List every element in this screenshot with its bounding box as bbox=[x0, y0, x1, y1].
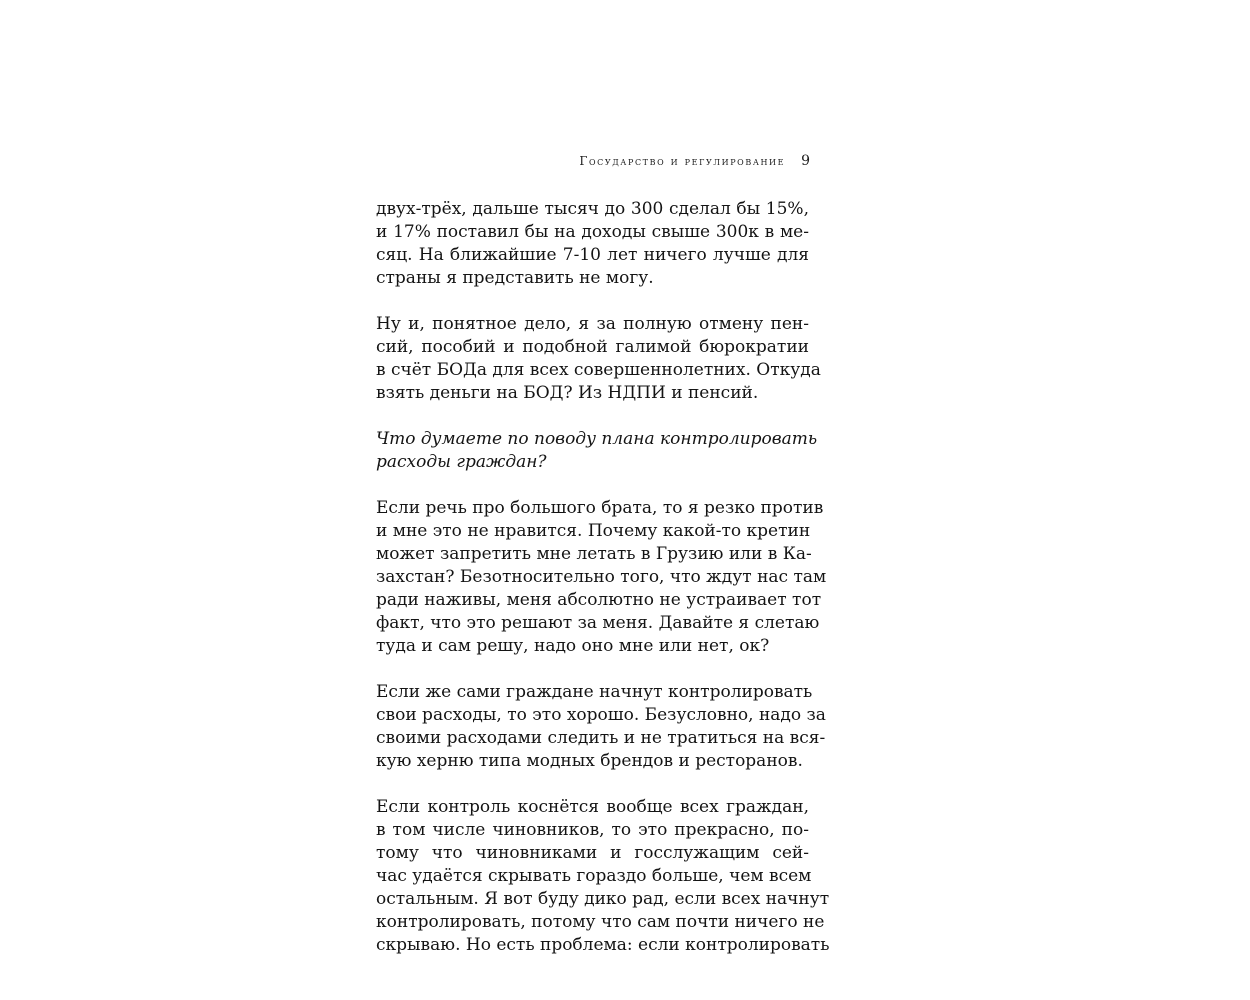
text-line: сий, пособий и подобной галимой бюрократии bbox=[376, 337, 809, 357]
text-line: двух-трёх, дальше тысяч до 300 сделал бы 15%, bbox=[376, 199, 809, 219]
text-line: Если же сами граждане начнут контролировать bbox=[376, 682, 813, 702]
text-line: взять деньги на БОД? Из НДПИ и пенсий. bbox=[376, 383, 759, 403]
text-line: и мне это не нравится. Почему какой-то кретин bbox=[376, 521, 811, 541]
text-line: тому что чиновниками и госслужащим сей- bbox=[376, 843, 809, 863]
text-line: может запретить мне летать в Грузию или в Ка- bbox=[376, 544, 812, 564]
text-line: страны я представить не могу. bbox=[376, 268, 654, 288]
text-line: остальным. Я вот буду дико рад, если всех начнут bbox=[376, 889, 830, 909]
text-line: час удаётся скрывать гораздо больше, чем всем bbox=[376, 866, 812, 886]
text-line: Ну и, понятное дело, я за полную отмену пен- bbox=[376, 314, 809, 334]
page-number: 9 bbox=[801, 153, 810, 169]
interview-question bbox=[376, 428, 818, 474]
text-line: факт, что это решают за меня. Давайте я слетаю bbox=[376, 613, 820, 633]
text-line: ради наживы, меня абсолютно не устраивает тот bbox=[376, 590, 822, 610]
text-line: туда и сам решу, надо оно мне или нет, ок? bbox=[376, 636, 770, 656]
paragraph-5 bbox=[376, 681, 826, 773]
text-line: кую херню типа модных брендов и ресторанов. bbox=[376, 751, 803, 771]
running-head bbox=[376, 153, 810, 169]
text-line: скрываю. Но есть проблема: если контролировать bbox=[376, 935, 830, 955]
body-text bbox=[376, 198, 830, 980]
paragraph-1 bbox=[376, 198, 809, 290]
text-line: своими расходами следить и не тратиться на вся- bbox=[376, 728, 826, 748]
text-line: в счёт БОДа для всех совершеннолетних. Откуда bbox=[376, 360, 821, 380]
running-head-title: Государство и регулирование bbox=[579, 154, 786, 168]
text-line: и 17% поставил бы на доходы свыше 300к в ме- bbox=[376, 222, 809, 242]
text-line: Если контроль коснётся вообще всех граждан, bbox=[376, 797, 809, 817]
text-line: в том числе чиновников, то это прекрасно, по- bbox=[376, 820, 809, 840]
paragraph-4 bbox=[376, 497, 827, 658]
text-line: Если речь про большого брата, то я резко против bbox=[376, 498, 824, 518]
text-line: захстан? Безотносительно того, что ждут нас там bbox=[376, 567, 827, 587]
text-line: свои расходы, то это хорошо. Безусловно, надо за bbox=[376, 705, 826, 725]
text-line: расходы граждан? bbox=[376, 452, 547, 472]
text-line: контролировать, потому что сам почти ничего не bbox=[376, 912, 825, 932]
paragraph-6 bbox=[376, 796, 830, 957]
text-line: Что думаете по поводу плана контролировать bbox=[376, 429, 818, 449]
text-line: сяц. На ближайшие 7-10 лет ничего лучше для bbox=[376, 245, 809, 265]
paragraph-2 bbox=[376, 313, 821, 405]
